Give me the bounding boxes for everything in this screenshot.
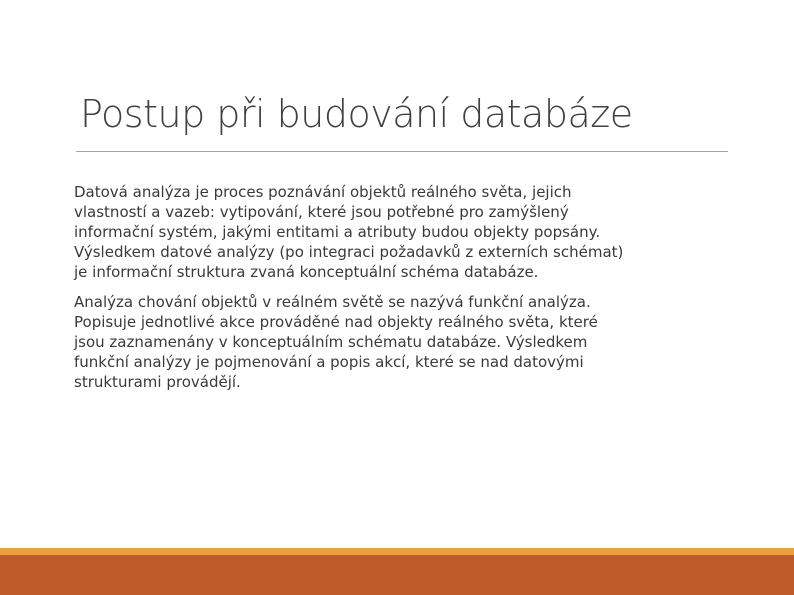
footer-bar [0,555,794,595]
paragraph-functional-analysis: Analýza chování objektů v reálném světě se nazývá funkční analýza. Popisuje jednotlivé akce prováděné nad objekty reálného světa, které jsou zaznamenány v konceptuálním schématu databáze. Výsledkem funkční analýzy je pojmenování a popis akcí, které se nad datovými strukturami provádějí. [74,293,598,391]
slide-title: Postup při budování databáze [80,92,633,136]
slide-body [74,182,724,402]
title-divider [76,151,728,152]
paragraph-data-analysis: Datová analýza je proces poznávání objektů reálného světa, jejich vlastností a vazeb: vytipování, které jsou potřebné pro zamýšlený informační systém, jakými entitami a atributy budou objekty popsány. Výsledkem datové analýzy (po integraci požadavků z externích schémat) je informační struktura zvaná konceptuální schéma databáze. [74,183,624,281]
footer-accent-stripe [0,548,794,555]
